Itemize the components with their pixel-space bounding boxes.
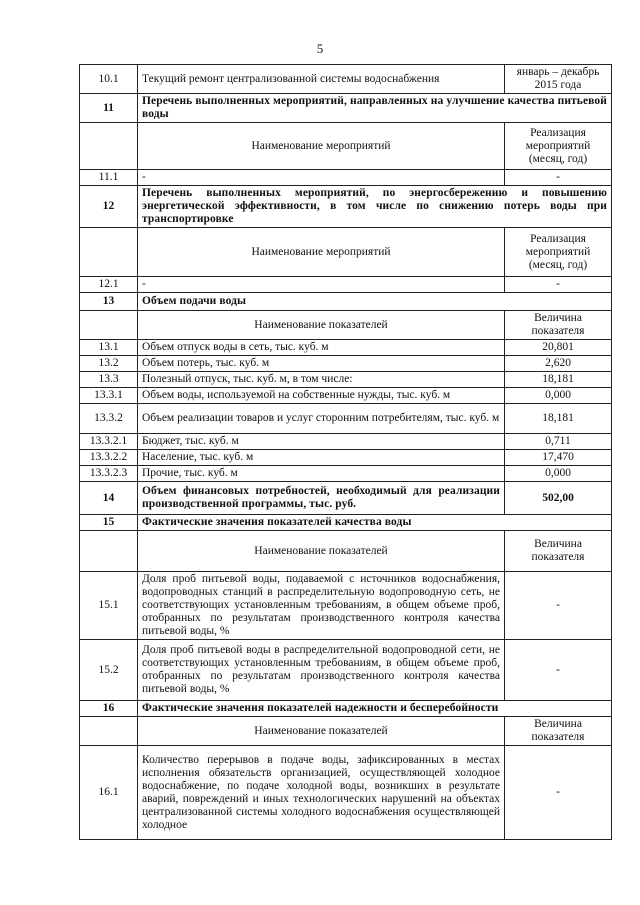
row-number: 13 (80, 293, 138, 311)
value-column-caption: Величина показателя (505, 311, 612, 340)
row-description: Фактические значения показателей качества воды (138, 515, 612, 531)
row-value: 502,00 (505, 482, 612, 515)
row-value: 0,000 (505, 466, 612, 482)
table-row (80, 404, 612, 434)
table-row (80, 65, 612, 94)
row-description: Бюджет, тыс. куб. м (138, 434, 505, 450)
section-row (80, 701, 612, 717)
row-value: 0,711 (505, 434, 612, 450)
row-description: Текущий ремонт централизованной системы водоснабжения (138, 65, 505, 94)
row-number: 12 (80, 186, 138, 228)
table-row (80, 466, 612, 482)
row-value: январь – декабрь 2015 года (505, 65, 612, 94)
row-number: 15.2 (80, 640, 138, 701)
row-number: 14 (80, 482, 138, 515)
value-column-caption: Величина показателя (505, 717, 612, 746)
row-number: 11.1 (80, 170, 138, 186)
table-row (80, 340, 612, 356)
column-caption: Наименование мероприятий (138, 123, 505, 170)
row-value: 18,181 (505, 372, 612, 388)
section-row (80, 186, 612, 228)
column-caption: Наименование показателей (138, 717, 505, 746)
row-number: 13.3 (80, 372, 138, 388)
section-row (80, 515, 612, 531)
table-row (80, 746, 612, 840)
row-number: 13.3.2 (80, 404, 138, 434)
table-row (80, 372, 612, 388)
row-description: Объем реализации товаров и услуг сторонним потребителям, тыс. куб. м (138, 404, 505, 434)
row-description: Полезный отпуск, тыс. куб. м, в том числе: (138, 372, 505, 388)
row-number (80, 717, 138, 746)
row-number: 13.1 (80, 340, 138, 356)
value-column-caption: Величина показателя (505, 531, 612, 572)
column-caption-row (80, 228, 612, 277)
row-number: 16 (80, 701, 138, 717)
value-column-caption: Реализация мероприятий (месяц, год) (505, 123, 612, 170)
row-description: Объем потерь, тыс. куб. м (138, 356, 505, 372)
row-description: Объем отпуск воды в сеть, тыс. куб. м (138, 340, 505, 356)
row-description: Население, тыс. куб. м (138, 450, 505, 466)
row-number: 13.3.2.2 (80, 450, 138, 466)
row-number: 13.3.1 (80, 388, 138, 404)
row-number: 13.3.2.3 (80, 466, 138, 482)
row-value: 0,000 (505, 388, 612, 404)
row-number (80, 123, 138, 170)
column-caption-row (80, 311, 612, 340)
row-value: 18,181 (505, 404, 612, 434)
report-table (79, 64, 612, 840)
row-number: 15.1 (80, 572, 138, 640)
row-value: - (505, 640, 612, 701)
row-number: 12.1 (80, 277, 138, 293)
row-description: Количество перерывов в подаче воды, зафиксированных в местах исполнения обязательств организацией, осуществляющей холодное водоснабжение, по подаче холодной воды, возникших в результате аварий, повреждений и иных технологических нарушений на объектах централизованной системы холодного водоснабжения осуществляющей холодное (138, 746, 505, 840)
row-description: Объем воды, используемой на собственные нужды, тыс. куб. м (138, 388, 505, 404)
row-description: - (138, 277, 505, 293)
page-number: 5 (316, 41, 324, 56)
row-number: 16.1 (80, 746, 138, 840)
row-description: Объем финансовых потребностей, необходимый для реализации производственной программы, тыс. руб. (138, 482, 505, 515)
row-number: 13.2 (80, 356, 138, 372)
table-row (80, 450, 612, 466)
section-row (80, 293, 612, 311)
row-value: - (505, 277, 612, 293)
row-number (80, 531, 138, 572)
table-row (80, 572, 612, 640)
row-description: Доля проб питьевой воды в распределительной водопроводной сети, не соответствующих установленным требованиям, в общем объеме проб, отобранных по результатам производственного контроля качества питьевой воды, % (138, 640, 505, 701)
row-number: 13.3.2.1 (80, 434, 138, 450)
row-number: 10.1 (80, 65, 138, 94)
row-value: - (505, 572, 612, 640)
column-caption: Наименование показателей (138, 311, 505, 340)
column-caption-row (80, 717, 612, 746)
row-description: - (138, 170, 505, 186)
row-description: Фактические значения показателей надежности и бесперебойности (138, 701, 612, 717)
row-number: 11 (80, 94, 138, 123)
section-row (80, 482, 612, 515)
row-description: Перечень выполненных мероприятий, направленных на улучшение качества питьевой воды (138, 94, 612, 123)
table-row (80, 388, 612, 404)
row-value: 20,801 (505, 340, 612, 356)
row-description: Прочие, тыс. куб. м (138, 466, 505, 482)
row-description: Объем подачи воды (138, 293, 612, 311)
column-caption-row (80, 531, 612, 572)
column-caption: Наименование показателей (138, 531, 505, 572)
table-row (80, 640, 612, 701)
column-caption: Наименование мероприятий (138, 228, 505, 277)
row-number (80, 228, 138, 277)
table-row (80, 277, 612, 293)
row-number (80, 311, 138, 340)
row-description: Доля проб питьевой воды, подаваемой с источников водоснабжения, водопроводных станций в распределительную водопроводную сеть, не соответствующих установленным требованиям, в общем объеме проб, отобранных по результатам производственного контроля качества питьевой воды, % (138, 572, 505, 640)
row-value: - (505, 746, 612, 840)
section-row (80, 94, 612, 123)
row-value: - (505, 170, 612, 186)
table-row (80, 170, 612, 186)
value-column-caption: Реализация мероприятий (месяц, год) (505, 228, 612, 277)
table-row (80, 434, 612, 450)
row-value: 2,620 (505, 356, 612, 372)
column-caption-row (80, 123, 612, 170)
row-number: 15 (80, 515, 138, 531)
row-value: 17,470 (505, 450, 612, 466)
table-row (80, 356, 612, 372)
row-description: Перечень выполненных мероприятий, по энергосбережению и повышению энергетической эффективности, в том числе по снижению потерь воды при транспортировке (138, 186, 612, 228)
